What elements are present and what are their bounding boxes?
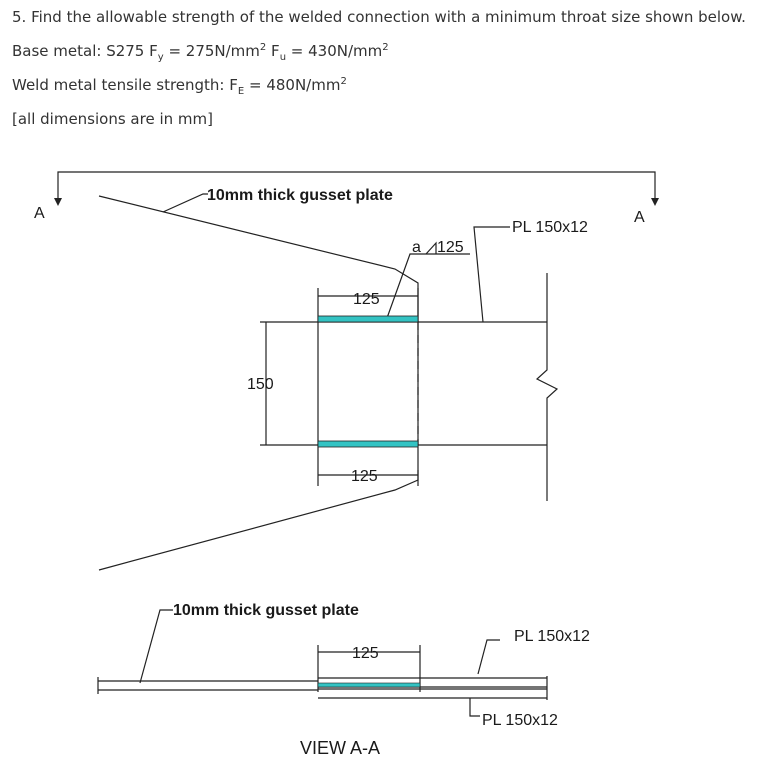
gusset-top-leader bbox=[163, 194, 208, 212]
fe-unit-exponent: 2 bbox=[340, 76, 347, 87]
column-line-break bbox=[537, 273, 557, 501]
dim-top-label: 125 bbox=[353, 291, 380, 308]
section-label-left: A bbox=[34, 205, 45, 222]
units-note: [all dimensions are in mm] bbox=[12, 110, 213, 128]
fy-value: = 275N/mm bbox=[163, 42, 260, 60]
view-gusset-lines bbox=[98, 677, 318, 694]
view-plate-top-leader bbox=[478, 640, 500, 674]
section-arrow-right bbox=[651, 198, 659, 206]
section-arrow-left bbox=[54, 198, 62, 206]
fu-value: = 430N/mm bbox=[286, 42, 383, 60]
fy-subscript: y bbox=[157, 52, 164, 63]
fu-unit-exponent: 2 bbox=[382, 42, 389, 53]
weld-symbol-leader bbox=[387, 254, 470, 318]
view-title: VIEW A-A bbox=[300, 738, 381, 758]
view-plate-lines bbox=[318, 676, 547, 700]
weld-top bbox=[318, 316, 418, 322]
fe-value: = 480N/mm bbox=[244, 76, 341, 94]
gusset-label-bottom: 10mm thick gusset plate bbox=[173, 602, 359, 619]
view-plate-bottom-leader bbox=[470, 698, 480, 716]
section-label-right: A bbox=[634, 209, 645, 226]
weld-length-label: 125 bbox=[437, 239, 464, 256]
fu-subscript: u bbox=[279, 52, 287, 63]
weld-metal-prefix: Weld metal tensile strength: F bbox=[12, 76, 238, 94]
question-title: 5. Find the allowable strength of the welded connection with a minimum throat size shown below. bbox=[12, 8, 746, 26]
fu-prefix: F bbox=[266, 42, 280, 60]
base-metal-prefix: Base metal: S275 F bbox=[12, 42, 158, 60]
dim-height-label: 150 bbox=[247, 376, 274, 393]
fe-subscript: E bbox=[237, 86, 245, 97]
fillet-weld-symbol bbox=[426, 243, 436, 254]
view-weld bbox=[318, 683, 420, 687]
plate-label-view-bottom: PL 150x12 bbox=[482, 712, 558, 729]
dim-bottom-label: 125 bbox=[351, 468, 378, 485]
weld-symbol-a: a bbox=[412, 239, 421, 256]
plate-label-top: PL 150x12 bbox=[512, 219, 588, 236]
gusset-label-top: 10mm thick gusset plate bbox=[207, 187, 393, 204]
fy-unit-exponent: 2 bbox=[259, 42, 267, 53]
weld-bottom bbox=[318, 441, 418, 447]
dim-view-label: 125 bbox=[352, 645, 379, 662]
plate-label-view-top: PL 150x12 bbox=[514, 628, 590, 645]
gusset-bottom-leader bbox=[140, 610, 173, 683]
plate-top-leader bbox=[474, 227, 510, 322]
